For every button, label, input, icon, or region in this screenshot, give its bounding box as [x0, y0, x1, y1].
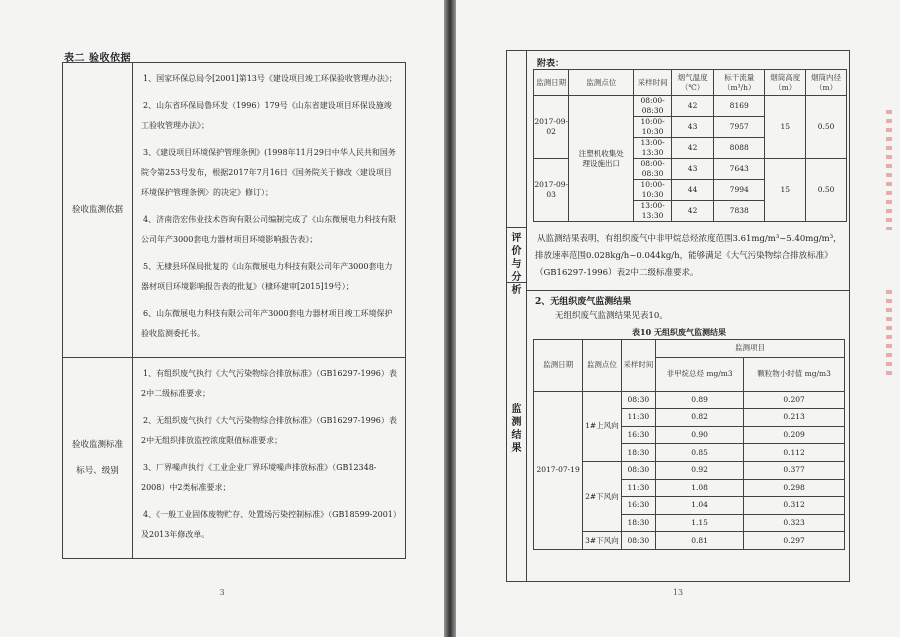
column-header: 监测日期: [534, 340, 583, 392]
page-number: 13: [672, 588, 684, 597]
time-cell: 11:30: [621, 479, 655, 497]
diameter-cell: 0.50: [806, 96, 847, 159]
section-title: 表二 验收依据: [64, 53, 131, 64]
table-row: [534, 96, 847, 117]
table-header-row: [534, 70, 847, 96]
standard-item: 4、《一般工业固体废物贮存、处置场污染控制标准》（GB18599-2001）及2013年修改单。: [141, 510, 397, 539]
basis-item: 2、山东省环保局鲁环发（1996）179号《山东省建设项目环保设施竣工验收管理办法》；: [141, 101, 392, 130]
time-cell: 16:30: [621, 497, 655, 515]
side-column-top: [507, 51, 527, 227]
point-cell: 3#下风向: [583, 532, 621, 550]
basis-label: 验收监测依据: [63, 63, 133, 358]
right-page: [456, 0, 900, 637]
column-header: 监测点位: [583, 340, 621, 392]
nmhc-cell: 0.82: [656, 409, 744, 427]
table-row: [534, 391, 845, 409]
fugitive-table: [533, 339, 845, 550]
time-cell: 10:00-10:30: [634, 180, 672, 201]
temp-cell: 43: [672, 117, 714, 138]
height-cell: 15: [765, 96, 806, 159]
nmhc-cell: 1.04: [656, 497, 744, 515]
pm-cell: 0.297: [744, 532, 845, 550]
column-header: 颗粒物小时值 mg/m3: [744, 357, 845, 391]
date-cell: 2017-09-02: [534, 96, 569, 159]
basis-item: 1、国家环保总局令[2001]第13号《建设项目竣工环保验收管理办法》；: [143, 74, 397, 83]
column-header: 采样时间: [621, 340, 655, 392]
side-label-eval: 评价与分析: [507, 227, 527, 283]
column-header: 标干流量（m³/h）: [714, 70, 765, 96]
time-cell: 13:00-13:30: [634, 138, 672, 159]
standards-label-line: 标号、级别: [76, 466, 119, 476]
pm-cell: 0.323: [744, 514, 845, 532]
height-cell: 15: [765, 159, 806, 222]
pm-cell: 0.209: [744, 426, 845, 444]
pm-cell: 0.312: [744, 497, 845, 515]
flow-cell: 7643: [714, 159, 765, 180]
nmhc-cell: 0.89: [656, 391, 744, 409]
point-cell: 1#上风向: [583, 391, 621, 461]
nmhc-cell: 0.85: [656, 444, 744, 462]
standards-content: [133, 358, 406, 559]
standard-item: 1、有组织废气执行《大气污染物综合排放标准》（GB16297-1996）表2中二级标准要求；: [141, 369, 397, 398]
evaluation-text: 从监测结果表明，有组织废气中非甲烷总烃浓度范围3.61mg/m³~5.40mg/m³，排放速率范围0.028kg/h~0.044kg/h，能够满足《大气污染物综合排放标准》（GB16297-1996）表2中二级标准要求。: [535, 234, 842, 278]
point-cell: 2#下风向: [583, 461, 621, 531]
basis-item: 5、无棣县环保局批复的《山东微展电力科技有限公司年产3000套电力器材项目环境影响报告表的批复》（棣环建审[2015]19号）；: [141, 262, 393, 291]
temp-cell: 42: [672, 138, 714, 159]
temp-cell: 42: [672, 96, 714, 117]
time-cell: 16:30: [621, 426, 655, 444]
temp-cell: 42: [672, 201, 714, 222]
nmhc-cell: 1.15: [656, 514, 744, 532]
standard-item: 2、无组织废气执行《大气污染物综合排放标准》（GB16297-1996）表2中无组织排放监控浓度限值标准要求；: [141, 416, 397, 445]
time-cell: 11:30: [621, 409, 655, 427]
point-cell: 注塑机收集处理设施出口: [569, 96, 634, 222]
flow-cell: 8169: [714, 96, 765, 117]
table-header-row: [534, 340, 845, 358]
time-cell: 08:30: [621, 461, 655, 479]
red-stamp-mark: [886, 110, 892, 230]
nmhc-cell: 0.92: [656, 461, 744, 479]
section2-intro: 无组织废气监测结果见表10。: [555, 311, 668, 321]
flow-cell: 7957: [714, 117, 765, 138]
basis-item: 3、《建设项目环境保护管理条例》(1998年11月29日中华人民共和国务院令第253号发布，根据2017年7月16日《国务院关于修改〈建设项目环境保护管理条例〉的决定》修订）；: [141, 148, 396, 197]
side-label-results: 监测结果: [507, 283, 527, 582]
temp-cell: 43: [672, 159, 714, 180]
column-header: 烟筒高度（m）: [765, 70, 806, 96]
pm-cell: 0.112: [744, 444, 845, 462]
column-header: 非甲烷总烃 mg/m3: [656, 357, 744, 391]
section2-title: 2、无组织废气监测结果: [535, 297, 632, 307]
time-cell: 13:00-13:30: [634, 201, 672, 222]
basis-row: [63, 63, 406, 358]
nmhc-cell: 0.90: [656, 426, 744, 444]
time-cell: 18:30: [621, 514, 655, 532]
appendix-label: 附表：: [537, 59, 565, 69]
time-cell: 08:30: [621, 391, 655, 409]
nmhc-cell: 1.08: [656, 479, 744, 497]
standards-label: [63, 358, 133, 559]
time-cell: 08:30: [621, 532, 655, 550]
flow-cell: 7838: [714, 201, 765, 222]
column-header: 烟筒内径（m）: [806, 70, 847, 96]
basis-item: 4、济南浩宏伟业技术咨询有限公司编制完成了《山东微展电力科技有限公司年产3000套电力器材项目环境影响报告表》；: [141, 215, 397, 244]
book-gutter: [444, 0, 456, 637]
nmhc-cell: 0.81: [656, 532, 744, 550]
time-cell: 18:30: [621, 444, 655, 462]
column-header: 烟气温度（℃）: [672, 70, 714, 96]
column-header: 采样时间: [634, 70, 672, 96]
table10-caption: 表10 无组织废气监测结果: [632, 327, 726, 337]
pm-cell: 0.207: [744, 391, 845, 409]
emission-table: [533, 69, 847, 222]
date-cell: 2017-07-19: [534, 391, 583, 549]
left-page: [0, 0, 444, 637]
column-header: 监测日期: [534, 70, 569, 96]
column-header: 监测点位: [569, 70, 634, 96]
report-frame: [506, 50, 850, 582]
standards-row: [63, 358, 406, 559]
temp-cell: 44: [672, 180, 714, 201]
time-cell: 08:00-08:30: [634, 96, 672, 117]
basis-table: [62, 62, 406, 559]
basis-content: [133, 63, 406, 358]
flow-cell: 8088: [714, 138, 765, 159]
diameter-cell: 0.50: [806, 159, 847, 222]
basis-item: 6、山东微展电力科技有限公司年产3000套电力器材项目竣工环境保护验收监测委托书。: [141, 309, 393, 338]
page-number: 3: [219, 588, 225, 597]
standards-label-line: 验收监测标准: [71, 440, 123, 450]
flow-cell: 7994: [714, 180, 765, 201]
date-cell: 2017-09-03: [534, 159, 569, 222]
pm-cell: 0.377: [744, 461, 845, 479]
column-header: 监测项目: [656, 340, 845, 358]
time-cell: 08:00-08:30: [634, 159, 672, 180]
time-cell: 10:00-10:30: [634, 117, 672, 138]
red-stamp-mark: [886, 290, 892, 380]
divider: [527, 290, 849, 291]
pm-cell: 0.213: [744, 409, 845, 427]
standard-item: 3、厂界噪声执行《工业企业厂界环境噪声排放标准》（GB12348-2008）中2类标准要求；: [141, 463, 377, 492]
pm-cell: 0.298: [744, 479, 845, 497]
